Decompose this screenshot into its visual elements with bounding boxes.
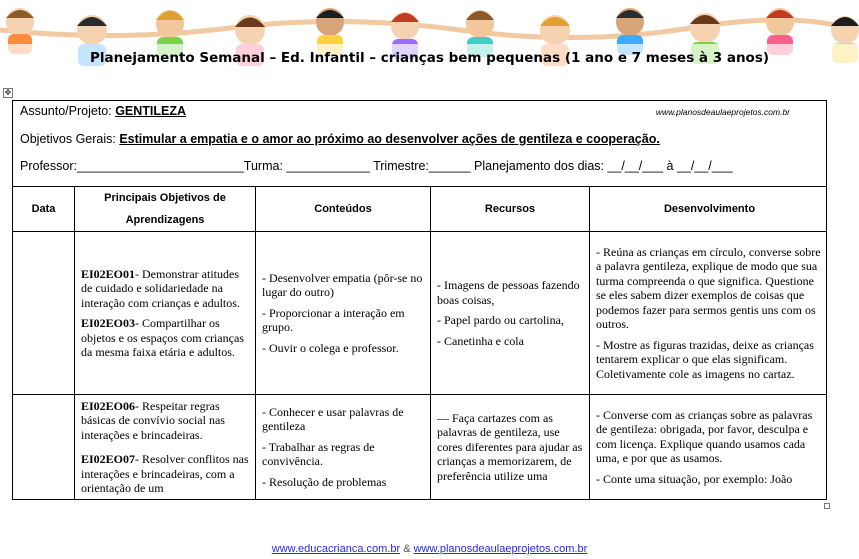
resource-item: - Papel pardo ou cartolina,: [437, 313, 564, 327]
objective-code: EI02EO06: [81, 398, 136, 413]
objective-code: EI02EO07: [81, 452, 136, 466]
table-header-row: [13, 187, 828, 232]
subject-line: [20, 104, 186, 118]
objective-item: [81, 267, 249, 311]
contents-cell: [256, 232, 431, 395]
objective-item: [81, 399, 249, 443]
header-contents: Conteúdos: [256, 187, 431, 232]
header-resources: Recursos: [431, 187, 590, 232]
header-date: Data: [13, 187, 75, 232]
content-item: - Ouvir o colega e professor.: [262, 340, 399, 355]
resource-item: — Faça cartazes com as palavras de gentileza, use cores diferentes para ajudar as crianças a memorizarem, de preferência utilize uma: [437, 410, 583, 483]
educacrianca-link[interactable]: www.educacrianca.com.br: [271, 543, 401, 555]
content-item: - Conhecer e usar palavras de gentileza: [262, 404, 404, 434]
goals-line: [20, 132, 660, 146]
goals-value: Estimular a empatia e o amor ao próximo ao desenvolver ações de gentileza e cooperação.: [119, 132, 660, 146]
development-item: - Conte uma situação, por exemplo: João: [596, 471, 793, 486]
resource-item: - Imagens de pessoas fazendo boas coisas,: [437, 278, 580, 307]
objectives-cell: [75, 232, 256, 395]
objective-text: - Resolver conflitos nas interações e brincadeiras, com a orientação de um: [81, 452, 249, 495]
date-cell[interactable]: [13, 395, 75, 500]
development-cell: [590, 232, 828, 395]
planosdeaula-link[interactable]: www.planosdeaulaeprojetos.com.br: [413, 543, 588, 555]
table-row: [13, 395, 828, 500]
goals-label: Objetivos Gerais:: [20, 132, 120, 146]
development-item: - Converse com as crianças sobre as palavras de gentileza: obrigada, por favor, desculpa e com licença. Explique quando usamos cada uma, e por que as usamos.: [596, 407, 813, 466]
date-cell[interactable]: [13, 232, 75, 395]
development-cell: [590, 395, 828, 500]
footer-links: [0, 543, 859, 555]
objective-item: [81, 452, 249, 496]
header-development: Desenvolvimento: [590, 187, 828, 232]
content-item: - Desenvolver empatia (pôr-se no lugar do outro): [262, 270, 423, 300]
resources-cell: [431, 395, 590, 500]
content-item: - Proporcionar a interação em grupo.: [262, 305, 405, 335]
table-move-handle-icon[interactable]: ✥: [4, 88, 12, 97]
objective-code: EI02EO01: [81, 266, 136, 281]
subject-value: GENTILEZA: [115, 104, 187, 118]
plan-header: [13, 101, 826, 187]
table-resize-handle[interactable]: [824, 503, 830, 509]
page-title: Planejamento Semanal – Ed. Infantil – crianças bem pequenas (1 ano e 7 meses à 3 anos): [89, 50, 770, 66]
children-holding-hands-image: [0, 0, 859, 92]
subject-label: Assunto/Projeto:: [20, 104, 116, 118]
table-row: [13, 232, 828, 395]
objective-text: - Compartilhar os objetos e os espaços com crianças da mesma faixa etária e adultos.: [81, 316, 244, 359]
fields-line: Professor:________________________Turma: ____________ Trimestre:______ Planejamento dos dias: __/__/___ à __/__/___: [20, 159, 733, 173]
site-url-top: www.planosdeaulaeprojetos.com.br: [655, 107, 790, 117]
objective-item: [81, 316, 249, 360]
development-item: - Mostre as figuras trazidas, deixe as crianças tentarem explicar o que elas significam. Coletivamente cole as imagens no cartaz.: [596, 337, 814, 381]
planning-table: [12, 186, 827, 500]
objective-text: - Demonstrar atitudes de cuidado e solidariedade na interação com crianças e adultos.: [81, 266, 240, 310]
header-objectives: Principais Objetivos de Aprendizagens: [75, 187, 256, 232]
development-item: - Reúna as crianças em círculo, converse sobre a palavra gentileza, explique de modo que sua turma compreenda o que significa. Questione se eles sabem dizer exemplos de coisas que podemos fazer para sermos gentis uns com os outros.: [596, 244, 821, 332]
children-banner-illustration: [0, 0, 859, 92]
resources-cell: [431, 232, 590, 395]
contents-cell: [256, 395, 431, 500]
content-item: - Resolução de problemas: [262, 474, 387, 489]
objectives-cell: [75, 395, 256, 500]
content-item: - Trabalhar as regras de convivência.: [262, 439, 375, 469]
footer-separator: &: [400, 543, 414, 555]
planning-document: [12, 100, 827, 500]
resource-item: - Canetinha e cola: [437, 333, 524, 348]
objective-code: EI02EO03: [81, 316, 136, 330]
objective-text: - Respeitar regras básicas de convívio social nas interações e brincadeiras.: [81, 398, 225, 442]
